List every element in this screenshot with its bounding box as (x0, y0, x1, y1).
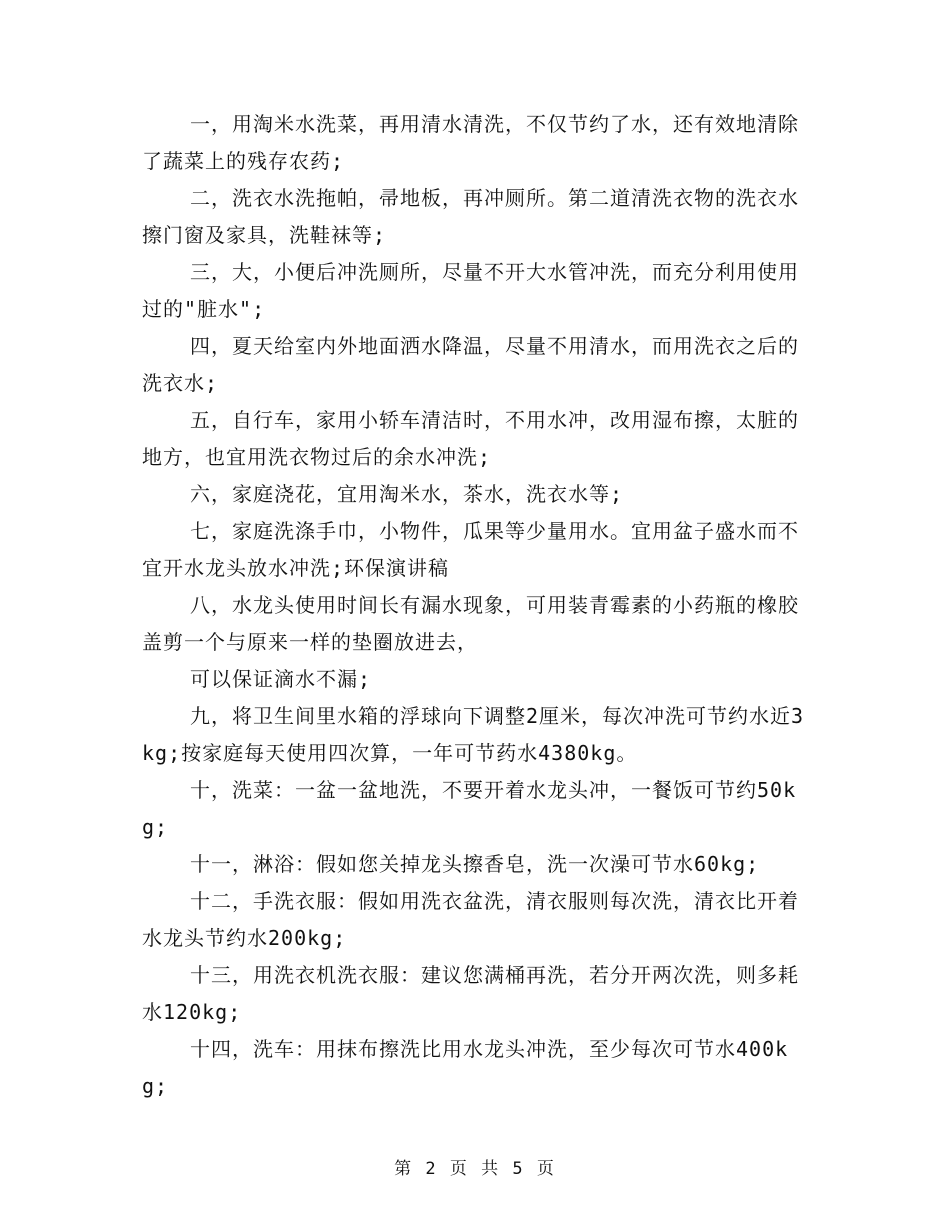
paragraph-3: 三，大，小便后冲洗厕所，尽量不开大水管冲洗，而充分利用使用过的"脏水"; (142, 260, 799, 321)
paragraph-14: 十四，洗车：用抹布擦洗比用水龙头冲洗，至少每次可节水400kg; (142, 1037, 789, 1098)
paragraph-8-continued: 可以保证滴水不漏; (190, 667, 372, 691)
paragraph-2: 二，洗衣水洗拖帕，帚地板，再冲厕所。第二道清洗衣物的洗衣水擦门窗及家具，洗鞋袜等; (142, 186, 799, 247)
paragraph-1: 一，用淘米水洗菜，再用清水清洗，不仅节约了水，还有效地清除了蔬菜上的残存农药; (142, 112, 799, 173)
paragraph-11: 十一，淋浴：假如您关掉龙头擦香皂，洗一次澡可节水60kg; (190, 852, 760, 876)
paragraph-5: 五，自行车，家用小轿车清洁时，不用水冲，改用湿布擦，太脏的地方，也宜用洗衣物过后的余水冲洗; (142, 408, 799, 469)
paragraph-7: 七，家庭洗涤手巾，小物件，瓜果等少量用水。宜用盆子盛水而不宜开水龙头放水冲洗;环保演讲稿 (142, 519, 799, 580)
page-number-footer: 第 2 页 共 5 页 (394, 1159, 556, 1179)
paragraph-12: 十二，手洗衣服：假如用洗衣盆洗，清衣服则每次洗，清衣比开着水龙头节约水200kg; (142, 889, 799, 950)
paragraph-9: 九，将卫生间里水箱的浮球向下调整2厘米，每次冲洗可节约水近3kg;按家庭每天使用四次算，一年可节药水4380kg。 (142, 704, 805, 765)
paragraph-6: 六，家庭浇花，宜用淘米水，茶水，洗衣水等; (190, 482, 624, 506)
paragraph-13: 十三，用洗衣机洗衣服：建议您满桶再洗，若分开两次洗，则多耗水120kg; (142, 963, 799, 1024)
paragraph-4: 四，夏天给室内外地面洒水降温，尽量不用清水，而用洗衣之后的洗衣水; (142, 334, 799, 395)
paragraph-8: 八，水龙头使用时间长有漏水现象，可用装青霉素的小药瓶的橡胶盖剪一个与原来一样的垫圈放进去， (142, 593, 799, 654)
document-body (142, 106, 812, 1105)
paragraph-10: 十，洗菜：一盆一盆地洗，不要开着水龙头冲，一餐饭可节约50kg; (142, 778, 797, 839)
